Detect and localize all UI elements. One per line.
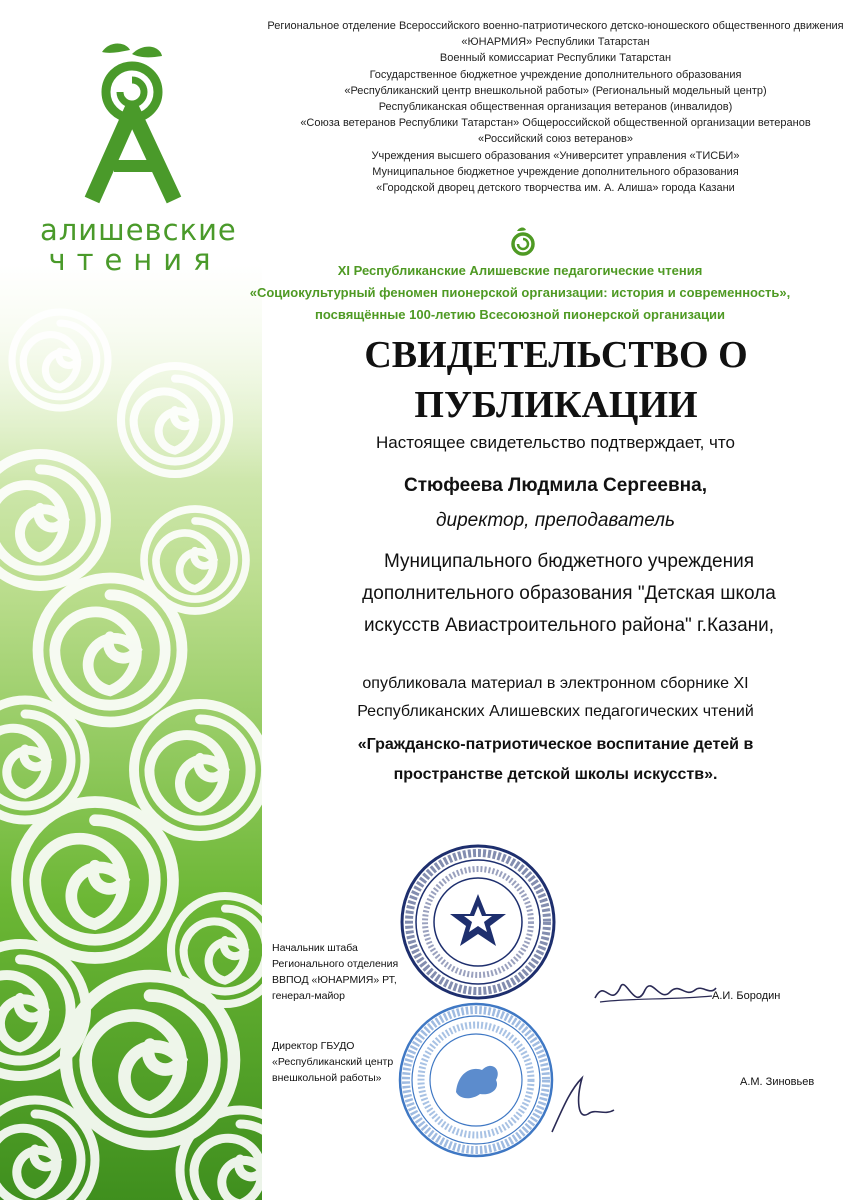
organizer-line: Региональное отделение Всероссийского военно-патриотического детско-юношеского общественного движения [267,20,844,32]
publication-line: Республиканских Алишевских педагогических чтений [357,703,754,720]
organizer-line: «Российский союз ветеранов» [477,133,634,146]
organizer-line: «ЮНАРМИЯ» Республики Татарстан [461,36,650,49]
event-line: посвящённые 100-летию Всесоюзной пионерской организации [315,307,725,322]
signature-borodin [590,968,720,1018]
organizer-line: Учреждения высшего образования «Университет управления «ТИСБИ» [371,149,740,162]
publication-title-line: «Гражданско-патриотическое воспитание детей в [357,736,754,753]
rcvr-stamp [396,1000,556,1160]
institution-line: дополнительного образования "Детская школа [362,583,776,604]
publication-line: опубликовала материал в электронном сборнике XI [362,675,749,692]
signatory-line: Начальник штаба [272,942,358,954]
publication-title-line: пространстве детской школы искусств». [393,766,718,783]
signatory-1-title [272,940,398,1004]
signatory-line: внешкольной работы» [272,1072,382,1084]
signatory-2-title [272,1038,393,1086]
signatory-line: «Республиканский центр [272,1056,394,1068]
signature-zinoviev [548,1070,618,1140]
confirmation-text: Настоящее свидетельство подтверждает, что [376,433,735,452]
logo-word-chteniya: чтения [48,243,222,277]
signatory-1-name: А.И. Бородин [712,990,781,1002]
event-line: XI Республиканские Алишевские педагогические чтения [337,263,703,278]
publication-title [262,730,849,790]
title-line: СВИДЕТЕЛЬСТВО О [364,334,748,376]
organizer-line: Республиканская общественная организация ветеранов (инвалидов) [378,101,733,114]
signatory-line: Директор ГБУДО [272,1040,355,1052]
signatory-line: Регионального отделения [272,958,399,970]
yunarmiya-stamp [398,842,558,1002]
organizer-line: Муниципальное бюджетное учреждение дополнительного образования [372,165,739,178]
small-apple-spiral-icon [508,226,538,256]
organizer-line: «Городской дворец детского творчества им. А. Алиша» города Казани [376,182,735,195]
logo-word-alishevskie: алишевские [40,213,237,247]
institution-line: искусств Авиастроительного района" г.Казани, [363,615,775,636]
recipient-position: директор, преподаватель [436,510,675,531]
event-line: «Социокультурный феномен пионерской организации: история и современность», [249,285,791,300]
organizers-header [262,18,849,196]
logo-apple-a-emblem [40,40,230,210]
title-line: ПУБЛИКАЦИИ [414,384,698,426]
alishev-readings-logo [40,40,237,277]
organizer-line: «Союза ветеранов Республики Татарстан» Общероссийской общественной организации ветеранов [300,117,811,130]
signatory-2-name: А.М. Зиновьев [740,1076,815,1088]
event-title [200,260,840,326]
certificate-title [300,330,812,430]
recipient-institution [290,546,848,642]
publication-statement [262,670,849,726]
signatory-line: генерал-майор [272,990,345,1002]
institution-line: Муниципального бюджетного учреждения [383,551,755,572]
organizer-line: «Республиканский центр внешкольной работы» (Региональный модельный центр) [344,84,767,97]
organizer-line: Государственное бюджетное учреждение дополнительного образования [369,68,742,81]
organizer-line: Военный комиссариат Республики Татарстан [439,52,672,65]
recipient-name: Стюфеева Людмила Сергеевна, [404,475,707,496]
signatory-line: ВВПОД «ЮНАРМИЯ» РТ, [272,974,397,986]
